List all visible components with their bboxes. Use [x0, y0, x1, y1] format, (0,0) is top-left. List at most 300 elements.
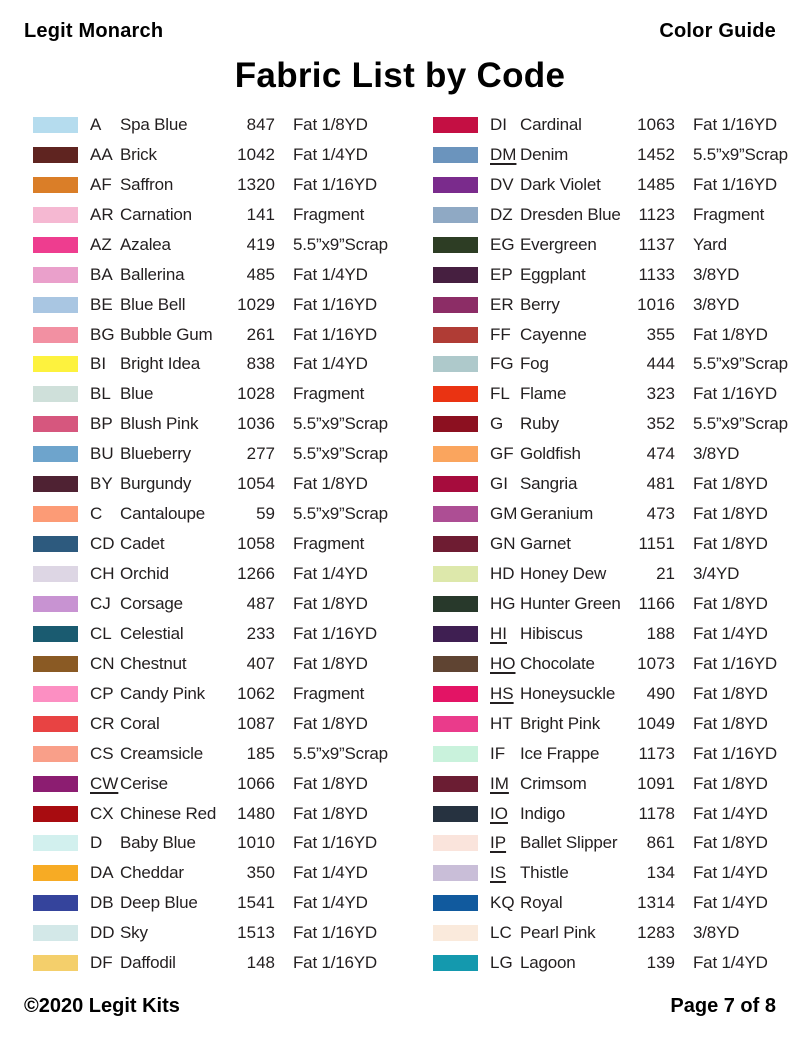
fabric-name: Celestial [120, 623, 184, 643]
fabric-number: 1049 [637, 713, 675, 733]
fabric-row [433, 230, 785, 260]
fabric-cut-size: 5.5”x9”Scrap [693, 414, 788, 434]
fabric-name: Corsage [120, 593, 183, 613]
color-swatch [433, 327, 478, 343]
fabric-name: Blush Pink [120, 414, 199, 434]
fabric-row [433, 559, 785, 589]
fabric-row [433, 320, 785, 350]
fabric-code [490, 414, 520, 434]
fabric-code [490, 115, 520, 135]
fabric-code [490, 205, 520, 225]
fabric-number: 487 [246, 593, 275, 613]
fabric-name: Honey Dew [520, 564, 607, 584]
fabric-row [433, 709, 785, 739]
fabric-code-text: BP [90, 414, 113, 434]
fabric-row [433, 110, 785, 140]
fabric-cut-size: 5.5”x9”Scrap [293, 504, 388, 524]
fabric-code-text: AR [90, 204, 114, 224]
fabric-number: 1320 [237, 174, 275, 194]
fabric-cut-size: Fat 1/8YD [693, 534, 768, 554]
fabric-row [33, 799, 385, 829]
color-swatch [433, 686, 478, 702]
fabric-code-text: DV [490, 174, 514, 194]
guide-label: Color Guide [659, 20, 776, 42]
fabric-name: Evergreen [520, 234, 597, 254]
fabric-code [90, 235, 120, 255]
fabric-number: 148 [246, 953, 275, 973]
fabric-name: Chocolate [520, 653, 595, 673]
fabric-code-text: HT [490, 713, 513, 733]
page-title: Fabric List by Code [234, 56, 566, 95]
color-swatch [433, 476, 478, 492]
fabric-code-text: GI [490, 474, 508, 494]
fabric-name: Hibiscus [520, 623, 583, 643]
fabric-number: 1513 [237, 923, 275, 943]
color-swatch [33, 895, 78, 911]
fabric-code-text: HI [490, 623, 507, 643]
fabric-cut-size: Fat 1/4YD [293, 264, 368, 284]
fabric-name: Dark Violet [520, 174, 601, 194]
fabric-code [90, 295, 120, 315]
fabric-name: Blue Bell [120, 294, 186, 314]
fabric-cut-size: Fat 1/16YD [693, 384, 777, 404]
fabric-cut-size: Fat 1/8YD [293, 653, 368, 673]
fabric-number: 1283 [637, 923, 675, 943]
fabric-code [90, 953, 120, 973]
fabric-row [33, 439, 388, 469]
fabric-name: Chinese Red [120, 803, 217, 823]
fabric-code [490, 175, 520, 195]
fabric-code [490, 474, 520, 494]
fabric-code [90, 804, 120, 824]
fabric-code-text: BA [90, 264, 113, 284]
fabric-code [490, 594, 520, 614]
fabric-number: 473 [646, 504, 675, 524]
fabric-cut-size: Fragment [293, 534, 365, 554]
fabric-code [90, 205, 120, 225]
fabric-code [490, 684, 520, 704]
fabric-name: Creamsicle [120, 743, 204, 763]
fabric-row [33, 948, 385, 978]
fabric-code [90, 624, 120, 644]
color-swatch [33, 776, 78, 792]
fabric-number: 1266 [237, 564, 275, 584]
fabric-name: Carnation [120, 204, 192, 224]
fabric-code [490, 325, 520, 345]
fabric-cut-size: 5.5”x9”Scrap [693, 144, 788, 164]
color-swatch [433, 716, 478, 732]
fabric-cut-size: Fat 1/8YD [293, 593, 368, 613]
fabric-code-text: KQ [490, 893, 515, 913]
fabric-code-text: BL [90, 384, 111, 404]
fabric-code [90, 774, 120, 794]
fabric-row [33, 110, 385, 140]
color-swatch [433, 416, 478, 432]
fabric-number: 1137 [638, 234, 675, 254]
fabric-number: 1166 [638, 593, 675, 613]
fabric-row [33, 260, 385, 290]
fabric-row [433, 409, 788, 439]
fabric-code [490, 893, 520, 913]
fabric-name: Deep Blue [120, 893, 198, 913]
fabric-cut-size: Fat 1/4YD [693, 803, 768, 823]
fabric-code-text: AA [90, 144, 113, 164]
fabric-name: Cheddar [120, 863, 184, 883]
fabric-number: 277 [246, 444, 275, 464]
fabric-cut-size: Fat 1/8YD [693, 324, 768, 344]
fabric-name: Cantaloupe [120, 504, 205, 524]
fabric-code-text: BI [90, 354, 107, 374]
fabric-row [33, 170, 385, 200]
fabric-row [33, 499, 388, 529]
fabric-name: Cerise [120, 773, 168, 793]
fabric-number: 21 [656, 564, 675, 584]
fabric-number: 323 [646, 384, 675, 404]
fabric-code [490, 145, 520, 165]
fabric-cut-size: Fat 1/16YD [293, 324, 377, 344]
color-swatch [433, 147, 478, 163]
fabric-code [90, 325, 120, 345]
fabric-row [33, 619, 385, 649]
fabric-cut-size: Fat 1/8YD [293, 114, 368, 134]
fabric-code [90, 684, 120, 704]
fabric-name: Candy Pink [120, 683, 205, 703]
color-swatch [33, 566, 78, 582]
fabric-code-text: FL [490, 384, 510, 404]
fabric-code-text: IM [490, 773, 509, 793]
fabric-code-text: CH [90, 564, 115, 584]
fabric-code [90, 414, 120, 434]
fabric-cut-size: Fat 1/4YD [293, 144, 368, 164]
fabric-name: Coral [120, 713, 160, 733]
fabric-code-text: GM [490, 504, 518, 524]
fabric-code-text: BU [90, 444, 114, 464]
fabric-number: 419 [246, 234, 275, 254]
fabric-row [33, 379, 385, 409]
fabric-row [33, 409, 388, 439]
fabric-name: Bright Idea [120, 354, 201, 374]
fabric-number: 1091 [637, 773, 675, 793]
fabric-code-text: IP [490, 833, 507, 853]
fabric-row [33, 320, 385, 350]
fabric-code [490, 863, 520, 883]
page-number: Page 7 of 8 [670, 995, 776, 1017]
fabric-cut-size: 3/8YD [693, 264, 740, 284]
fabric-code [90, 893, 120, 913]
fabric-name: Berry [520, 294, 560, 314]
fabric-code [490, 953, 520, 973]
fabric-row [433, 170, 785, 200]
fabric-name: Saffron [120, 174, 174, 194]
fabric-code-text: G [490, 414, 504, 434]
fabric-number: 1054 [237, 474, 275, 494]
fabric-cut-size: Fat 1/4YD [693, 863, 768, 883]
fabric-name: Daffodil [120, 953, 176, 973]
fabric-cut-size: Fat 1/8YD [293, 803, 368, 823]
fabric-name: Baby Blue [120, 833, 196, 853]
fabric-row [33, 469, 385, 499]
color-swatch [33, 865, 78, 881]
fabric-code [490, 265, 520, 285]
fabric-number: 847 [246, 114, 275, 134]
color-swatch [433, 776, 478, 792]
fabric-name: Fog [520, 354, 549, 374]
fabric-cut-size: Fat 1/4YD [293, 863, 368, 883]
color-swatch [33, 267, 78, 283]
fabric-cut-size: Fat 1/8YD [693, 833, 768, 853]
fabric-row [433, 529, 785, 559]
fabric-row [433, 918, 785, 948]
fabric-code [490, 744, 520, 764]
color-swatch [433, 806, 478, 822]
fabric-code-text: CN [90, 653, 115, 673]
fabric-code [490, 774, 520, 794]
color-swatch [33, 686, 78, 702]
fabric-row [33, 739, 388, 769]
fabric-number: 1029 [237, 294, 275, 314]
fabric-code-text: AZ [90, 234, 112, 254]
fabric-name: Ballet Slipper [520, 833, 618, 853]
fabric-cut-size: Fat 1/4YD [693, 953, 768, 973]
color-swatch [433, 237, 478, 253]
fabric-code-text: CS [90, 743, 114, 763]
fabric-code-text: GN [490, 534, 516, 554]
fabric-code-text: D [90, 833, 103, 853]
fabric-row [33, 529, 385, 559]
fabric-row [433, 888, 785, 918]
fabric-number: 838 [246, 354, 275, 374]
fabric-number: 1063 [637, 114, 675, 134]
fabric-row [33, 769, 385, 799]
color-swatch [33, 177, 78, 193]
fabric-code [90, 564, 120, 584]
fabric-row [33, 829, 385, 859]
fabric-number: 1073 [637, 653, 675, 673]
fabric-number: 481 [646, 474, 675, 494]
fabric-cut-size: Fragment [293, 204, 365, 224]
fabric-row [433, 499, 785, 529]
fabric-name: Eggplant [520, 264, 586, 284]
fabric-cut-size: 5.5”x9”Scrap [293, 234, 388, 254]
fabric-row [433, 679, 785, 709]
fabric-number: 1042 [237, 144, 275, 164]
fabric-row [433, 799, 785, 829]
fabric-cut-size: Fat 1/4YD [693, 623, 768, 643]
fabric-code-text: C [90, 504, 103, 524]
color-swatch [33, 356, 78, 372]
color-swatch [433, 656, 478, 672]
fabric-name: Cardinal [520, 114, 582, 134]
fabric-code [490, 923, 520, 943]
color-swatch [33, 207, 78, 223]
color-swatch [33, 835, 78, 851]
fabric-name: Ballerina [120, 264, 185, 284]
fabric-code-text: IF [490, 743, 506, 763]
fabric-cut-size: Fat 1/16YD [293, 953, 377, 973]
fabric-code [90, 384, 120, 404]
color-swatch [33, 596, 78, 612]
fabric-number: 233 [246, 623, 275, 643]
color-swatch [33, 536, 78, 552]
fabric-number: 1133 [638, 264, 675, 284]
fabric-code [90, 504, 120, 524]
fabric-code [90, 923, 120, 943]
color-swatch [433, 835, 478, 851]
fabric-number: 861 [646, 833, 675, 853]
fabric-code-text: DI [490, 114, 507, 134]
fabric-cut-size: Fat 1/4YD [293, 564, 368, 584]
fabric-code [490, 295, 520, 315]
fabric-code [490, 504, 520, 524]
color-swatch [433, 746, 478, 762]
fabric-cut-size: Fat 1/16YD [693, 743, 777, 763]
fabric-number: 1485 [637, 174, 675, 194]
fabric-number: 1178 [638, 803, 675, 823]
fabric-code [490, 354, 520, 374]
fabric-row [33, 888, 385, 918]
fabric-number: 444 [646, 354, 675, 374]
fabric-name: Spa Blue [120, 114, 188, 134]
color-swatch [433, 925, 478, 941]
fabric-code-text: FG [490, 354, 514, 374]
fabric-code [90, 534, 120, 554]
fabric-row [433, 948, 785, 978]
fabric-number: 355 [646, 324, 675, 344]
fabric-name: Brick [120, 144, 157, 164]
color-swatch [433, 207, 478, 223]
fabric-name: Pearl Pink [520, 923, 596, 943]
fabric-number: 407 [246, 653, 275, 673]
fabric-code [490, 654, 520, 674]
fabric-name: Sangria [520, 474, 578, 494]
fabric-row [33, 140, 385, 170]
fabric-name: Burgundy [120, 474, 192, 494]
fabric-code-text: DB [90, 893, 114, 913]
fabric-cut-size: Fat 1/8YD [693, 773, 768, 793]
fabric-code-text: LG [490, 953, 513, 973]
fabric-cut-size: Fat 1/16YD [693, 114, 777, 134]
fabric-row [33, 649, 385, 679]
color-swatch [33, 416, 78, 432]
fabric-cut-size: Fat 1/4YD [693, 893, 768, 913]
fabric-code [90, 175, 120, 195]
fabric-code-text: FF [490, 324, 511, 344]
fabric-row [33, 679, 385, 709]
fabric-cut-size: Fat 1/8YD [693, 713, 768, 733]
fabric-row [433, 260, 785, 290]
fabric-name: Indigo [520, 803, 566, 823]
fabric-row [433, 200, 785, 230]
fabric-name: Flame [520, 384, 567, 404]
fabric-cut-size: Yard [693, 234, 727, 254]
fabric-list [0, 110, 800, 978]
fabric-cut-size: 5.5”x9”Scrap [693, 354, 788, 374]
fabric-cut-size: Fat 1/16YD [693, 653, 777, 673]
fabric-name: Goldfish [520, 444, 581, 464]
color-swatch [433, 506, 478, 522]
fabric-number: 485 [246, 264, 275, 284]
fabric-cut-size: Fat 1/16YD [293, 623, 377, 643]
fabric-row [33, 290, 385, 320]
fabric-number: 1123 [638, 204, 675, 224]
fabric-row [33, 709, 385, 739]
fabric-row [433, 439, 785, 469]
fabric-cut-size: Fat 1/16YD [293, 923, 377, 943]
fabric-row [433, 290, 785, 320]
fabric-number: 185 [246, 743, 275, 763]
fabric-cut-size: 5.5”x9”Scrap [293, 414, 388, 434]
fabric-number: 1541 [237, 893, 275, 913]
fabric-code-text: IS [490, 863, 507, 883]
color-swatch [33, 955, 78, 971]
fabric-name: Lagoon [520, 953, 576, 973]
color-swatch [433, 386, 478, 402]
fabric-code-text: DZ [490, 204, 513, 224]
fabric-row [33, 918, 385, 948]
fabric-code-text: DD [90, 923, 115, 943]
copyright-text: ©2020 Legit Kits [24, 995, 180, 1017]
fabric-code [90, 145, 120, 165]
fabric-row [433, 350, 788, 380]
color-swatch [33, 806, 78, 822]
color-swatch [433, 177, 478, 193]
fabric-name: Azalea [120, 234, 171, 254]
fabric-name: Blueberry [120, 444, 191, 464]
fabric-row [433, 739, 785, 769]
color-swatch [33, 327, 78, 343]
color-swatch [433, 267, 478, 283]
fabric-cut-size: Fat 1/8YD [693, 683, 768, 703]
fabric-code [490, 235, 520, 255]
fabric-number: 1058 [237, 534, 275, 554]
color-swatch [33, 656, 78, 672]
fabric-name: Orchid [120, 564, 169, 584]
fabric-cut-size: Fat 1/4YD [293, 354, 368, 374]
fabric-code [490, 564, 520, 584]
fabric-code-text: GF [490, 444, 514, 464]
color-swatch [33, 746, 78, 762]
fabric-code [490, 714, 520, 734]
fabric-code-text: HO [490, 653, 516, 673]
fabric-number: 59 [256, 504, 275, 524]
fabric-row [433, 829, 785, 859]
fabric-code [90, 594, 120, 614]
fabric-name: Royal [520, 893, 563, 913]
fabric-code-text: HG [490, 593, 516, 613]
fabric-name: Hunter Green [520, 593, 621, 613]
fabric-number: 1151 [638, 534, 675, 554]
fabric-code [490, 804, 520, 824]
fabric-code [90, 115, 120, 135]
pattern-name: Legit Monarch [24, 20, 164, 42]
fabric-code-text: DM [490, 144, 517, 164]
fabric-number: 1452 [637, 144, 675, 164]
fabric-row [33, 200, 385, 230]
fabric-cut-size: Fragment [293, 384, 365, 404]
fabric-name: Thistle [520, 863, 569, 883]
fabric-cut-size: Fat 1/8YD [293, 713, 368, 733]
color-swatch [33, 386, 78, 402]
fabric-code [90, 654, 120, 674]
fabric-row [433, 379, 785, 409]
color-swatch [33, 506, 78, 522]
fabric-name: Bubble Gum [120, 324, 213, 344]
color-swatch [433, 566, 478, 582]
fabric-cut-size: Fat 1/4YD [293, 893, 368, 913]
fabric-number: 1016 [637, 294, 675, 314]
fabric-number: 261 [246, 324, 275, 344]
color-swatch [433, 865, 478, 881]
